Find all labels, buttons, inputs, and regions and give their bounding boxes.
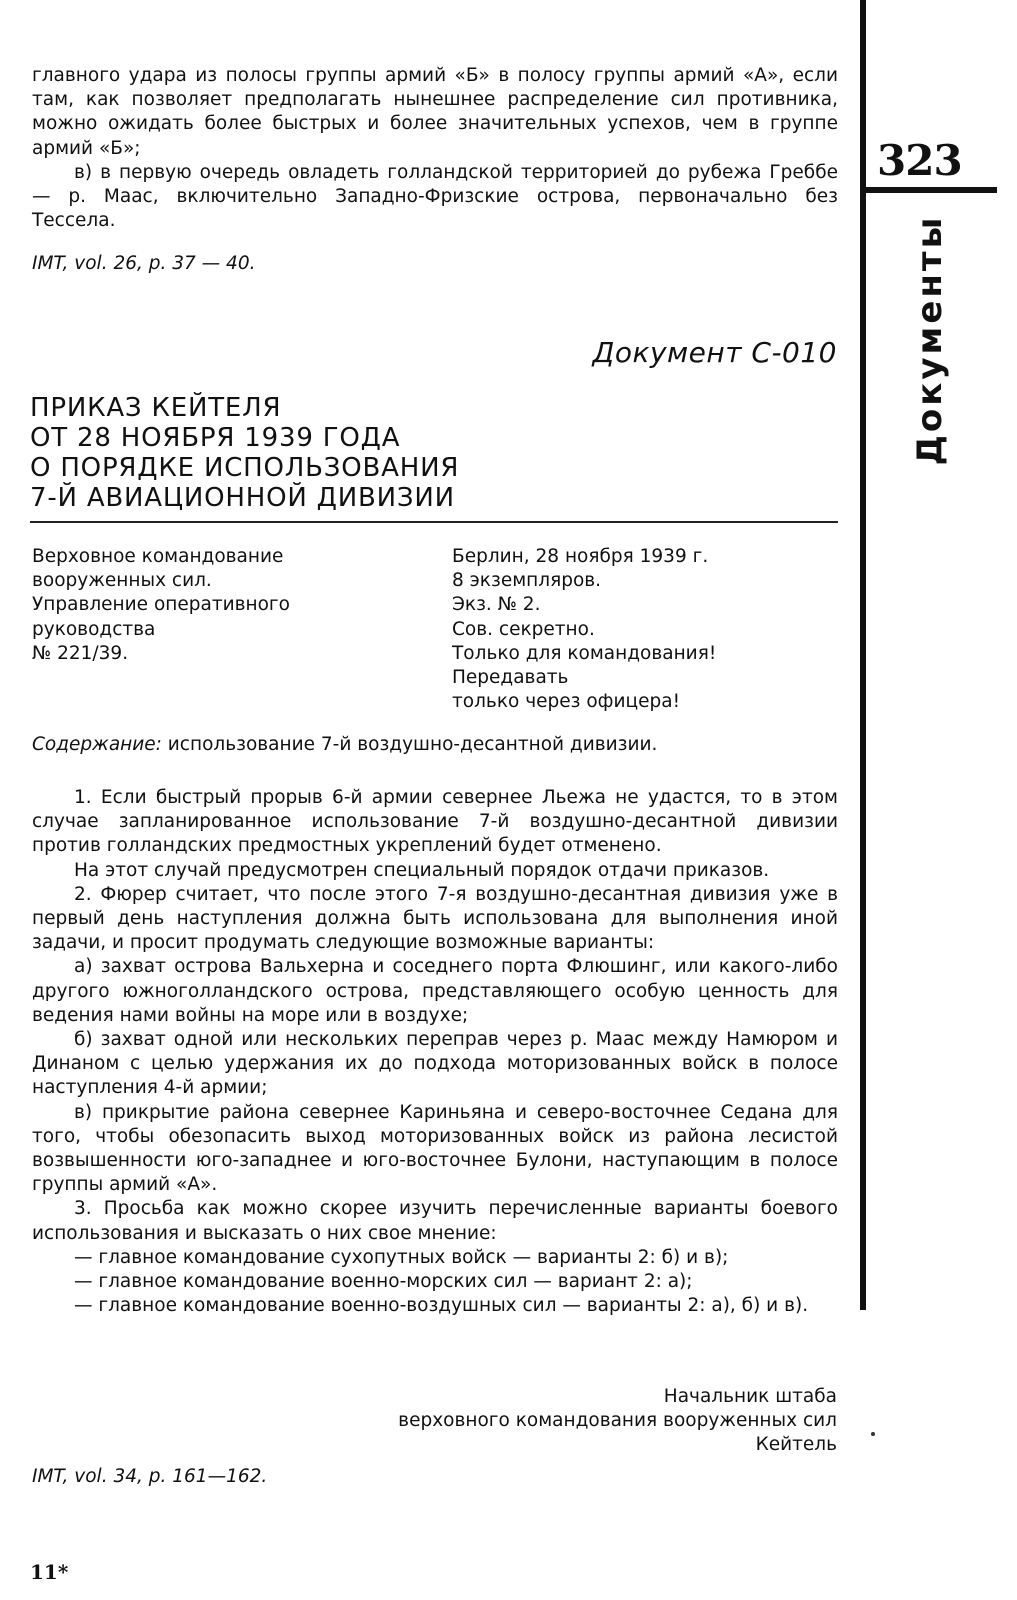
title-line: ОТ 28 НОЯБРЯ 1939 ГОДА — [30, 423, 401, 453]
title-line: ПРИКАЗ КЕЙТЕЛЯ — [30, 393, 282, 423]
list-item: — главное командование сухопутных войск — варианты 2: б) и в); — [74, 1246, 729, 1268]
paragraph: 3. Просьба как можно скорее изучить перечисленные варианты боевого использования и высказать о них свое мнение: — [32, 1198, 838, 1244]
signature-mark: 11* — [30, 1560, 69, 1584]
signature-line: верховного командования вооруженных сил — [398, 1410, 837, 1432]
paragraph: в) прикрытие района севернее Кариньяна и северо-восточнее Седана для того, чтобы обезопасить выход моторизованных войск из района лесистой возвышенности юго-западнее и юго-восточнее Булони, наступающим в полосе группы армий «А». — [32, 1101, 838, 1196]
sender-line: руководства — [32, 618, 156, 640]
margin-bar — [860, 0, 866, 1310]
title-line: 7-Й АВИАЦИОННОЙ ДИВИЗИИ — [30, 483, 455, 513]
list-item: — главное командование военно-морских сил — вариант 2: а); — [74, 1271, 693, 1293]
paragraph: б) захват одной или нескольких переправ через р. Маас между Намюром и Динаном с целью удержания их до подхода моторизованных войск в полосе наступления 4-й армии; — [32, 1029, 838, 1099]
header-line: Сов. секретно. — [452, 618, 595, 640]
signature-name: Кейтель — [755, 1434, 837, 1456]
sender-block — [32, 545, 290, 666]
signature-block — [398, 1385, 837, 1458]
citation-reference: IMT, vol. 26, p. 37 — 40. — [32, 253, 256, 274]
speck — [871, 1432, 875, 1436]
paragraph: 2. Фюрер считает, что после этого 7-я воздушно-десантная дивизия уже в первый день наступления должна быть использована для выполнения иной задачи, и просит продумать следующие возможные варианты: — [32, 883, 838, 954]
signature-line: Начальник штаба — [663, 1386, 837, 1407]
sender-line: № 221/39. — [32, 642, 129, 664]
document-title — [30, 393, 459, 513]
intro-text — [32, 64, 838, 233]
header-line: Только для командования! — [452, 642, 717, 664]
paragraph: На этот случай предусмотрен специальный порядок отдачи приказов. — [74, 859, 770, 881]
paragraph: в) в первую очередь овладеть голландской территорией до рубежа Греббе — р. Маас, включительно Западно-Фризские острова, первоначально без Тессела. — [32, 161, 838, 232]
paragraph: а) захват острова Вальхерна и соседнего порта Флюшинг, или какого-либо другого южноголландского острова, представляющего особую ценность для ведения нами войны на море или в воздухе; — [32, 956, 838, 1026]
contents-line — [32, 733, 838, 757]
list-item: — главное командование военно-воздушных сил — варианты 2: а), б) и в). — [74, 1295, 809, 1317]
header-line: 8 экземпляров. — [452, 570, 602, 592]
page-number-rule — [866, 187, 997, 193]
paragraph: 1. Если быстрый прорыв 6-й армии севернее Льежа не удастся, то в этом случае запланированное использование 7-й воздушно-десантной дивизии против голландских предмостных укреплений будет отменено. — [32, 787, 838, 857]
document-label: Документ С-010 — [592, 336, 837, 369]
page-number: 323 — [877, 136, 962, 185]
header-line: только через офицера! — [452, 691, 680, 713]
header-line: Передавать — [452, 667, 569, 689]
header-line: Экз. № 2. — [452, 594, 541, 616]
section-label: Документы — [910, 214, 950, 466]
sender-line: вооруженных сил. — [32, 570, 212, 592]
place-date-block — [452, 545, 716, 714]
header-line: Берлин, 28 ноября 1939 г. — [452, 546, 709, 567]
contents-text: использование 7-й воздушно-десантной дивизии. — [167, 734, 658, 755]
citation-reference: IMT, vol. 34, p. 161—162. — [32, 1466, 268, 1487]
sender-line: Управление оперативного — [32, 594, 290, 616]
sender-line: Верховное командование — [32, 546, 284, 567]
order-body — [32, 786, 838, 1318]
title-divider — [30, 521, 838, 523]
paragraph: главного удара из полосы группы армий «Б» в полосу группы армий «А», если там, как позволяет предполагать нынешнее распределение сил противника, можно ожидать более быстрых и более значительных успехов, чем в группе армий «Б»; — [32, 65, 838, 159]
title-line: О ПОРЯДКЕ ИСПОЛЬЗОВАНИЯ — [30, 453, 460, 483]
contents-label: Содержание: — [32, 734, 162, 755]
